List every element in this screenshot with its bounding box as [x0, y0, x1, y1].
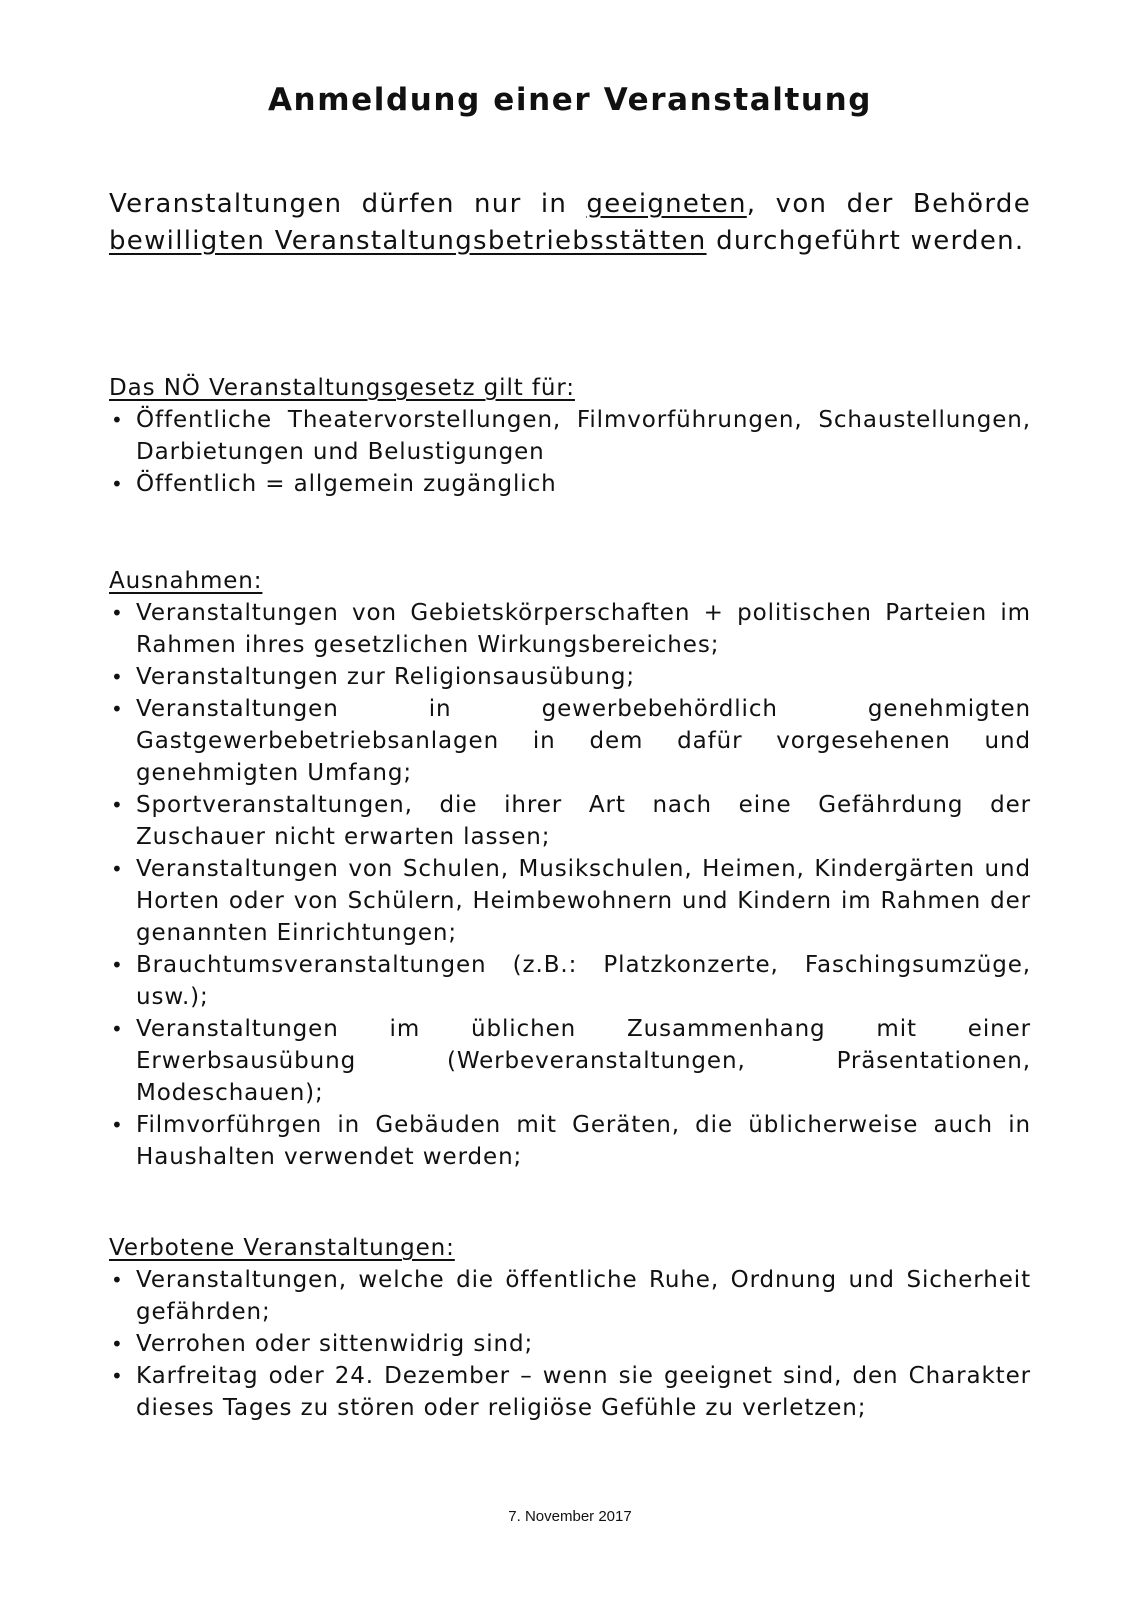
section-heading: Verbotene Veranstaltungen: [109, 1235, 455, 1261]
intro-text-2: , von der Behörde [746, 189, 1031, 219]
list-item [109, 661, 1031, 693]
list-item [109, 1109, 1031, 1173]
list-item [109, 404, 1031, 468]
bullet-icon: • [111, 1113, 124, 1137]
list-item [109, 693, 1031, 789]
footer-date: 7. November 2017 [508, 1508, 632, 1525]
intro-underlined-betriebsstaetten: bewilligten Veranstaltungsbetriebsstätten [109, 226, 707, 256]
list-item [109, 1328, 1031, 1360]
bullet-list [109, 404, 1031, 500]
intro-text-3: durchgeführt werden. [706, 226, 1025, 256]
list-item [109, 1360, 1031, 1424]
list-item-text: Filmvorführgen in Gebäuden mit Geräten, die üblicherweise auch in Haushalten verwendet werden; [136, 1112, 1031, 1170]
section-verbotene-veranstaltungen [109, 1232, 1031, 1424]
bullet-icon: • [111, 1364, 124, 1388]
list-item [109, 789, 1031, 853]
list-item-text: Verrohen oder sittenwidrig sind; [136, 1331, 534, 1357]
page-title: Anmeldung einer Veranstaltung [267, 82, 873, 118]
list-item-text: Karfreitag oder 24. Dezember – wenn sie geeignet sind, den Charakter dieses Tages zu stören oder religiöse Gefühle zu verletzen; [136, 1363, 1031, 1421]
list-item [109, 1013, 1031, 1109]
list-item [109, 468, 1031, 500]
list-item-text: Öffentlich = allgemein zugänglich [136, 471, 557, 497]
bullet-list [109, 1264, 1031, 1424]
bullet-icon: • [111, 665, 124, 689]
list-item [109, 1264, 1031, 1328]
list-item [109, 949, 1031, 1013]
bullet-icon: • [111, 408, 124, 432]
section-ausnahmen [109, 565, 1031, 1173]
list-item-text: Veranstaltungen von Schulen, Musikschulen, Heimen, Kindergärten und Horten oder von Schülern, Heimbewohnern und Kindern im Rahmen der genannten Einrichtungen; [136, 856, 1031, 946]
list-item-text: Veranstaltungen in gewerbebehördlich genehmigten Gastgewerbebetriebsanlagen in dem dafür vorgesehenen und genehmigten Umfang; [136, 696, 1031, 786]
list-item [109, 597, 1031, 661]
list-item-text: Veranstaltungen im üblichen Zusammenhang mit einer Erwerbsausübung (Werbeveranstaltungen, Präsentationen, Modeschauen); [136, 1016, 1031, 1106]
bullet-icon: • [111, 793, 124, 817]
list-item-text: Veranstaltungen zur Religionsausübung; [136, 664, 635, 690]
bullet-icon: • [111, 953, 124, 977]
list-item-text: Veranstaltungen von Gebietskörperschaften + politischen Parteien im Rahmen ihres gesetzlichen Wirkungsbereiches; [136, 600, 1031, 658]
list-item [109, 853, 1031, 949]
list-item-text: Öffentliche Theatervorstellungen, Filmvorführungen, Schaustellungen, Darbietungen und Belustigungen [136, 407, 1031, 465]
bullet-icon: • [111, 1017, 124, 1041]
bullet-list [109, 597, 1031, 1173]
section-heading: Das NÖ Veranstaltungsgesetz gilt für: [109, 375, 575, 401]
bullet-icon: • [111, 1268, 124, 1292]
bullet-icon: • [111, 472, 124, 496]
list-item-text: Veranstaltungen, welche die öffentliche Ruhe, Ordnung und Sicherheit gefährden; [136, 1267, 1031, 1325]
bullet-icon: • [111, 1332, 124, 1356]
bullet-icon: • [111, 697, 124, 721]
list-item-text: Brauchtumsveranstaltungen (z.B.: Platzkonzerte, Faschingsumzüge, usw.); [136, 952, 1031, 1010]
list-item-text: Sportveranstaltungen, die ihrer Art nach eine Gefährdung der Zuschauer nicht erwarten lassen; [136, 792, 1031, 850]
bullet-icon: • [111, 601, 124, 625]
intro-text-1: Veranstaltungen dürfen nur in [109, 189, 587, 219]
intro-paragraph [109, 186, 1031, 260]
section-heading: Ausnahmen: [109, 568, 263, 594]
section-geltungsbereich [109, 372, 1031, 500]
bullet-icon: • [111, 857, 124, 881]
intro-underlined-geeigneten: geeigneten [586, 189, 747, 219]
